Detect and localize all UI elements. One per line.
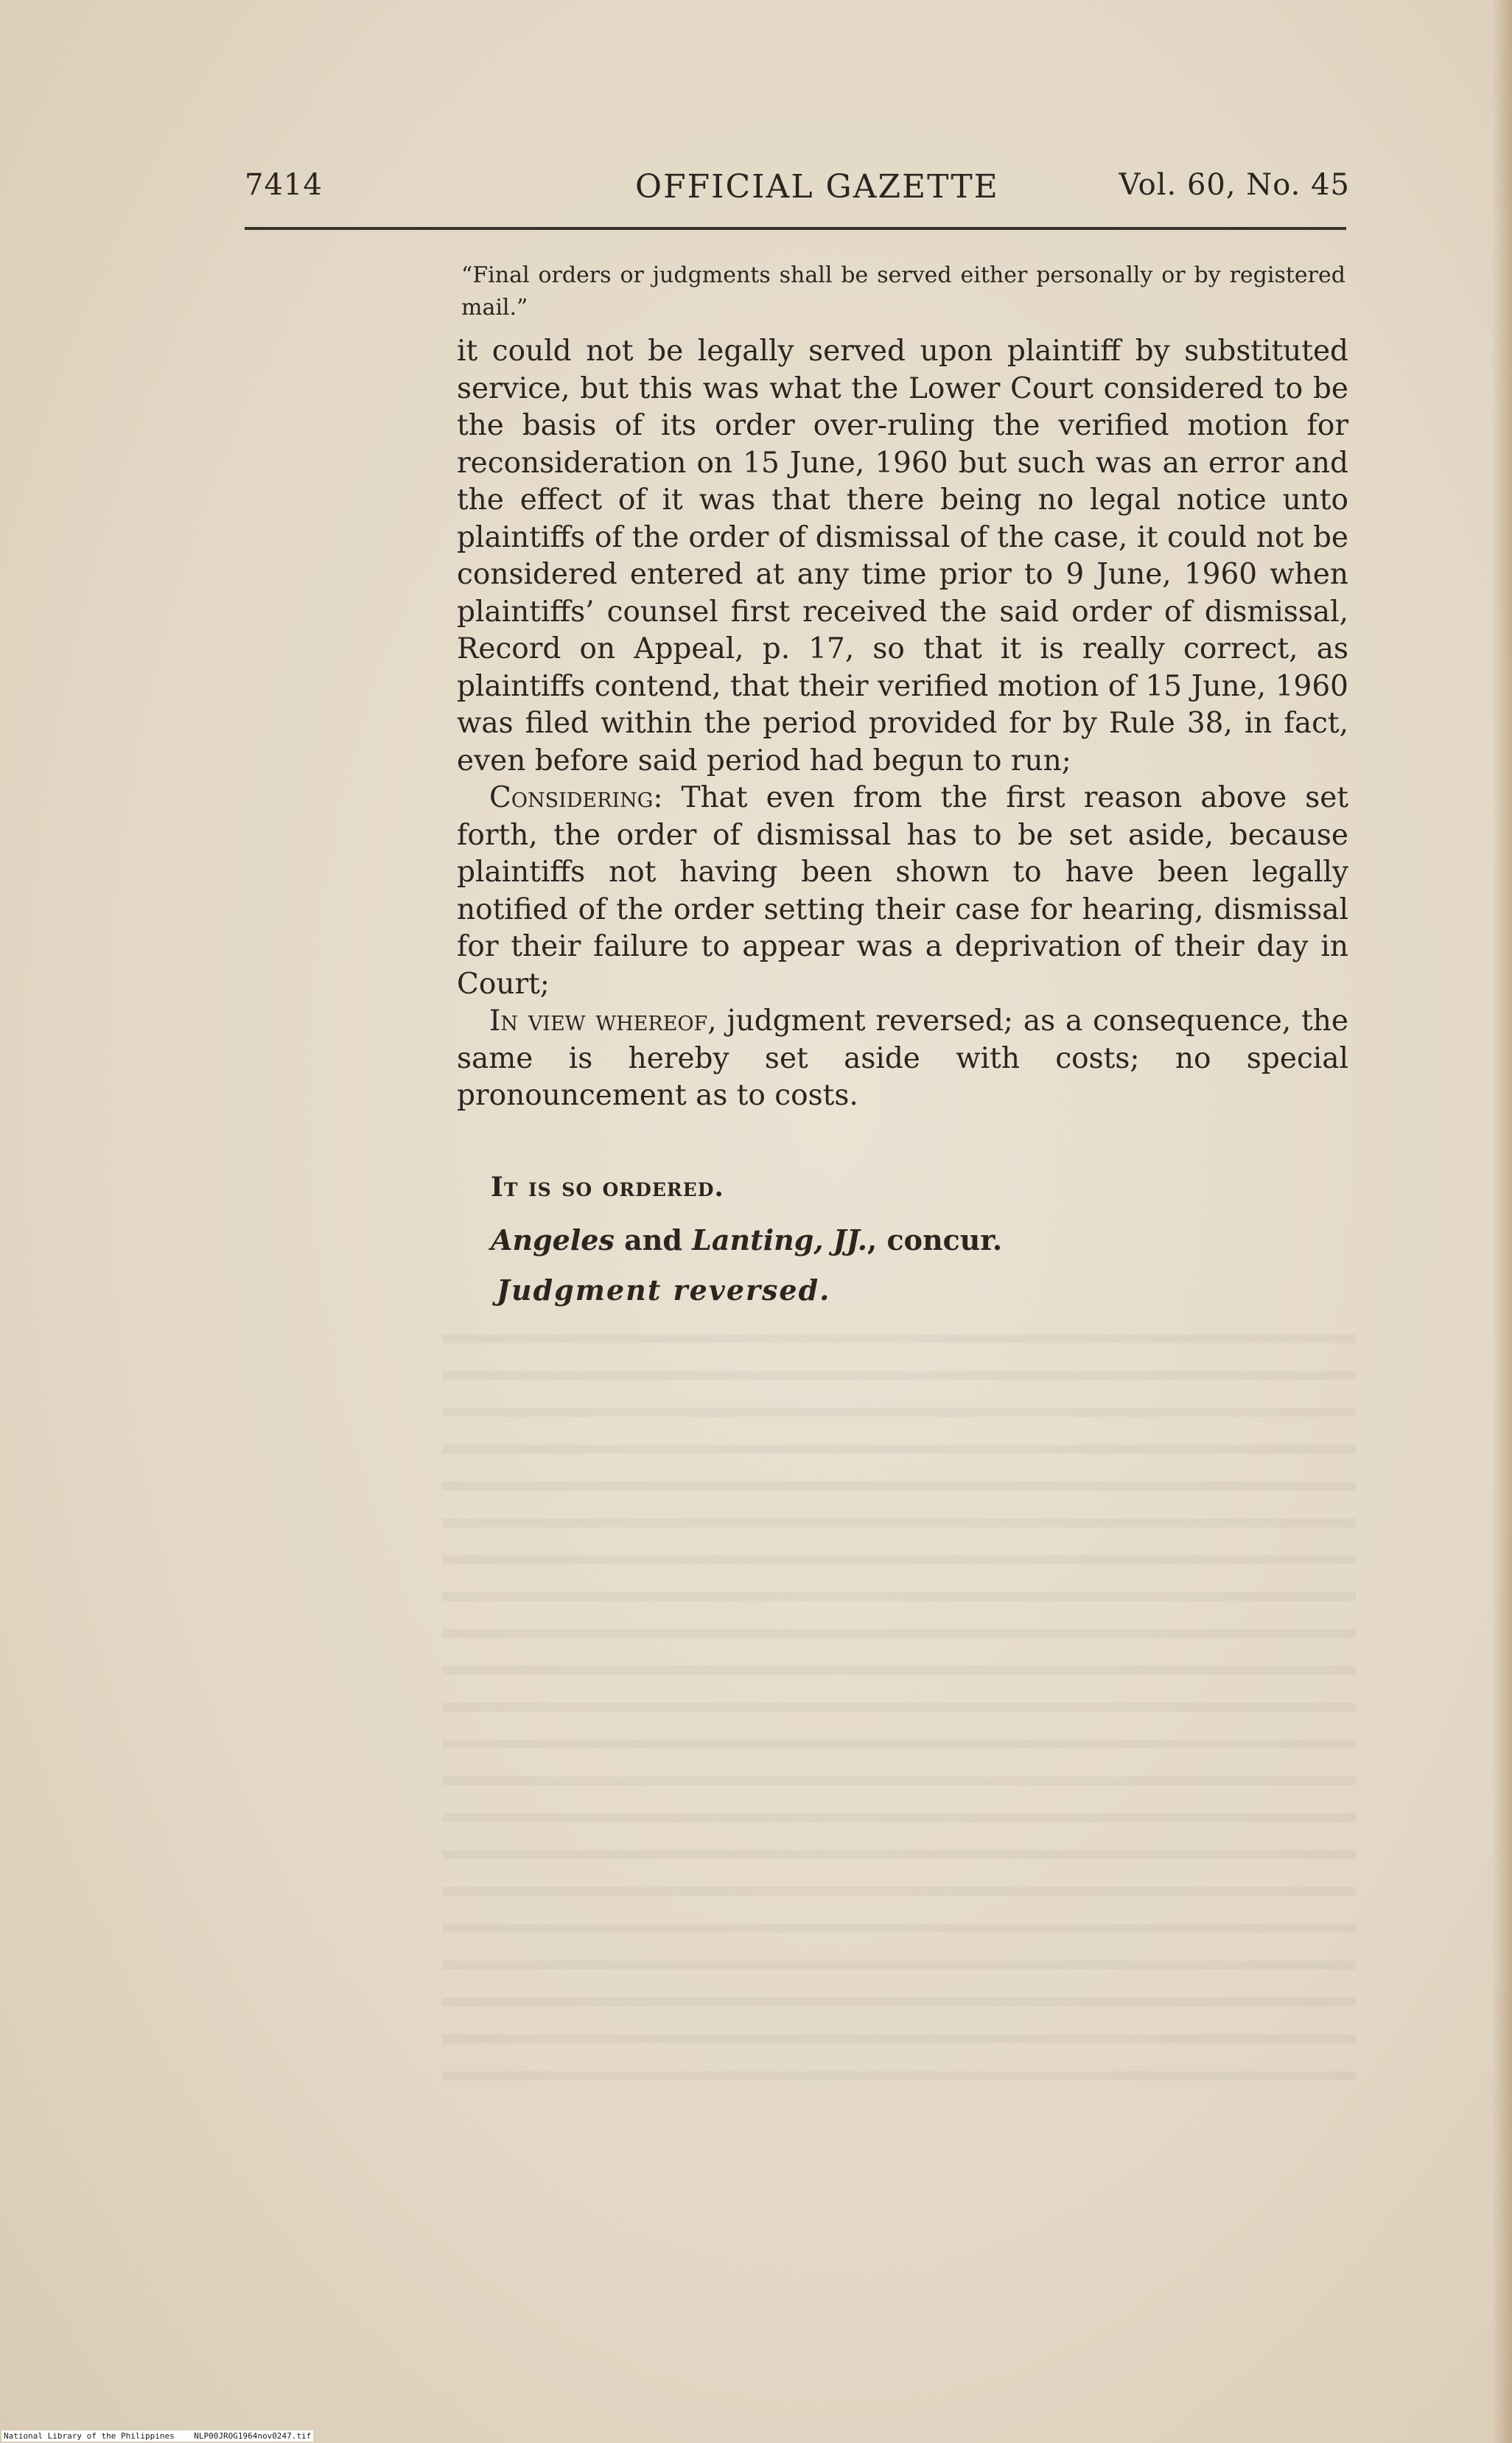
paragraph-2 xyxy=(457,780,1348,1003)
volume-number: Vol. 60, No. 45 xyxy=(1119,168,1350,202)
library-name: National Library of the Philippines xyxy=(4,2431,175,2441)
paragraph-3-lead: In view whereof xyxy=(489,1004,708,1038)
paragraph-1: it could not be legally served upon plaintiff by substituted service, but this was what the Lower Court considered to be the basis of its order over-ruling the verified motion for reconsideration on 15 June, 1960 but such was an error and the effect of it was that there being no legal notice unto plaintiffs of the order of dismissal of the case, it could not be considered entered at any time prior to 9 June, 1960 when plaintiffs’ counsel first received the said order of dismissal, Record on Appeal, p. 17, so that it is really correct, as plaintiffs contend, that their verified motion of 15 June, 1960 was filed within the period provided for by Rule 38, in fact, even before said period had begun to run; xyxy=(457,335,1348,777)
paragraph-3-text: , judgment reversed; as a consequence, the same is hereby set aside with costs; no special pronouncement as to costs. xyxy=(457,1004,1348,1112)
page-edge-shading xyxy=(1491,0,1512,2443)
block-quote: “Final orders or judgments shall be served either personally or by registered mail.” xyxy=(461,262,1345,321)
so-ordered: It is so ordered. xyxy=(491,1172,724,1203)
publication-title: OFFICIAL GAZETTE xyxy=(635,168,999,206)
page-header xyxy=(245,168,1350,220)
page-number: 7414 xyxy=(245,168,323,202)
paragraph-2-lead: Considering xyxy=(489,781,654,814)
concur-and: and xyxy=(624,1223,682,1257)
judgment-disposition: Judgment reversed. xyxy=(497,1273,831,1307)
paragraph-2-text: : That even from the first reason above set forth, the order of dismissal has to be set aside, because plaintiffs not having been shown to have been legally notified of the order setting their case for hearing, dismissal for their failure to appear was a deprivation of their day in Court; xyxy=(457,781,1348,1001)
concurrence-line xyxy=(491,1223,1002,1257)
concur-word: , concur. xyxy=(867,1223,1003,1257)
justice-lanting: Lanting, JJ. xyxy=(692,1223,868,1257)
header-rule xyxy=(245,227,1346,230)
justice-angeles: Angeles xyxy=(491,1223,615,1257)
body-text xyxy=(457,333,1348,1115)
paragraph-3 xyxy=(457,1003,1348,1115)
file-name: NLP00JROG1964nov0247.tif xyxy=(194,2431,312,2441)
scan-footer xyxy=(1,2430,313,2442)
show-through-text xyxy=(442,1312,1356,2108)
